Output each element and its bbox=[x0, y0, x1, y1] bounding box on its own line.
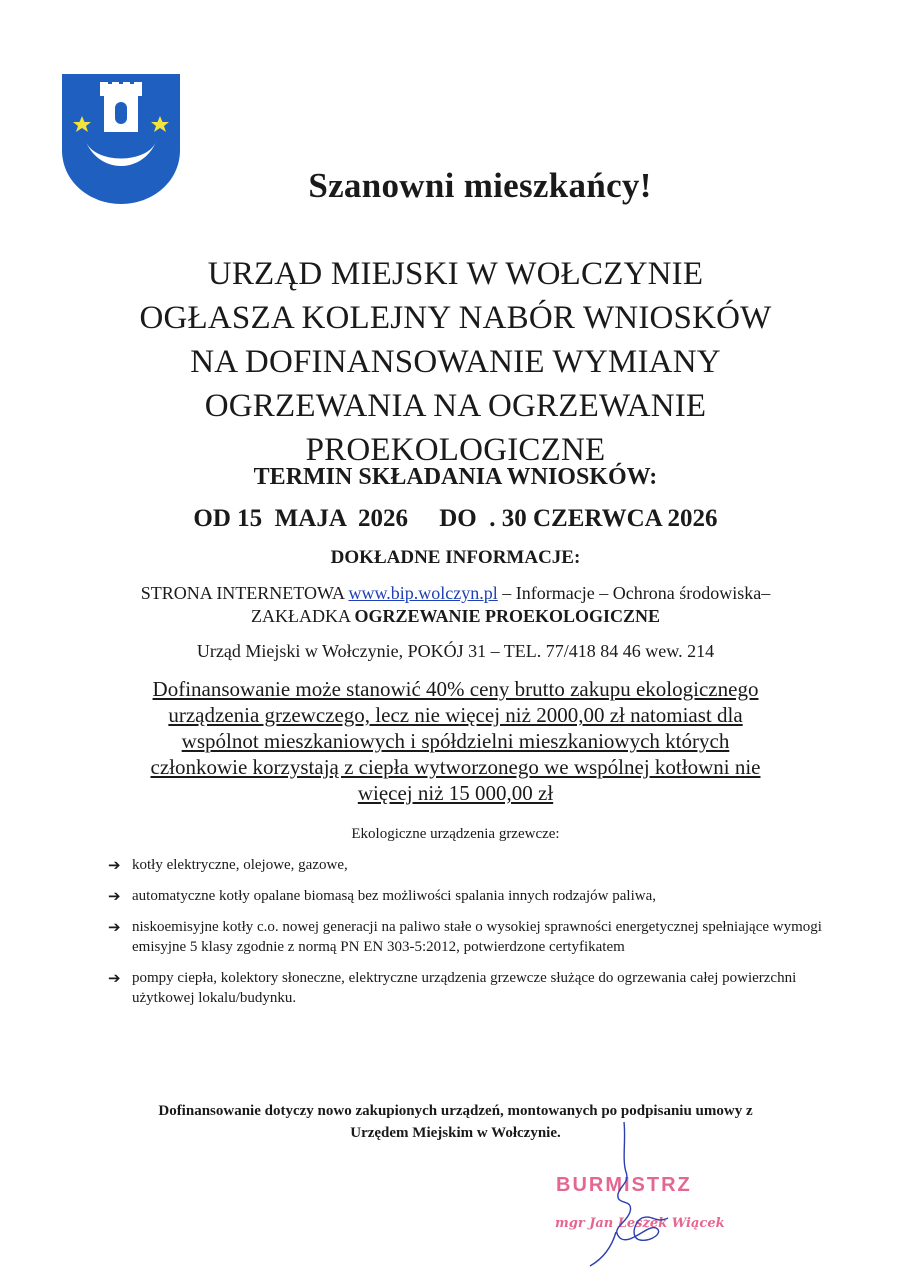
application-dates: OD 15 MAJA 2026 DO . 30 CZERWCA 2026 bbox=[193, 505, 718, 532]
note-line: Urzędem Miejskim w Wołczynie. bbox=[350, 1125, 561, 1141]
stamp-name: mgr Jan Leszek Wiącek bbox=[555, 1216, 725, 1231]
list-item bbox=[108, 968, 828, 1008]
funding-note bbox=[60, 1100, 851, 1144]
announcement-headline bbox=[60, 252, 851, 472]
headline-line: PROEKOLOGICZNE bbox=[305, 432, 606, 468]
funding-line: członkowie korzystają z ciepła wytworzonego we wspólnej kotłowni nie bbox=[150, 755, 761, 779]
arrow-right-icon: ➔ bbox=[108, 969, 121, 987]
list-item bbox=[108, 917, 828, 957]
funding-line: wspólnot mieszkaniowych i spółdzielni mieszkaniowych których bbox=[181, 729, 730, 753]
list-item-text: automatyczne kotły opalane biomasą bez możliwości spalania innych rodzajów paliwa, bbox=[132, 888, 656, 904]
arrow-right-icon: ➔ bbox=[108, 856, 121, 874]
devices-label: Ekologiczne urządzenia grzewcze: bbox=[351, 826, 560, 842]
tab-prefix: ZAKŁADKA bbox=[250, 606, 355, 626]
website-link[interactable]: www.bip.wolczyn.pl bbox=[348, 583, 498, 603]
note-line: Dofinansowanie dotyczy nowo zakupionych urządzeń, montowanych po podpisaniu umowy z bbox=[158, 1103, 753, 1119]
tab-name: OGRZEWANIE PROEKOLOGICZNE bbox=[354, 606, 661, 626]
list-item-text: niskoemisyjne kotły c.o. nowej generacji na paliwo stałe o wysokiej sprawności energetycznej spełniające wymogi emisyjne 5 klasy zgodnie z normą PN EN 303-5:2012, potwierdzone certyfikatem bbox=[132, 919, 822, 955]
list-item-text: kotły elektryczne, olejowe, gazowe, bbox=[132, 857, 348, 873]
funding-line: więcej niż 15 000,00 zł bbox=[357, 781, 554, 805]
stamp-title: BURMISTRZ bbox=[556, 1174, 692, 1196]
list-item-text: pompy ciepła, kolektory słoneczne, elektryczne urządzenia grzewcze służące do ogrzewania całej powierzchni użytkowej lokalu/budynku. bbox=[132, 970, 797, 1006]
arrow-right-icon: ➔ bbox=[108, 918, 121, 936]
info-label: DOKŁADNE INFORMACJE: bbox=[330, 547, 581, 568]
deadline-label: TERMIN SKŁADANIA WNIOSKÓW: bbox=[253, 464, 658, 490]
headline-line: URZĄD MIEJSKI W WOŁCZYNIE bbox=[207, 256, 704, 292]
list-item bbox=[108, 855, 828, 875]
signature-scribble bbox=[560, 1120, 710, 1270]
funding-info bbox=[60, 676, 851, 806]
headline-line: OGRZEWANIA NA OGRZEWANIE bbox=[204, 388, 707, 424]
website-suffix: – Informacje – Ochrona środowiska– bbox=[497, 583, 771, 603]
list-item bbox=[108, 886, 828, 906]
greeting-heading: Szanowni mieszkańcy! bbox=[308, 166, 652, 205]
arrow-right-icon: ➔ bbox=[108, 887, 121, 905]
devices-list bbox=[108, 855, 828, 1018]
office-contact: Urząd Miejski w Wołczynie, POKÓJ 31 – TEL. 77/418 84 46 wew. 214 bbox=[196, 641, 715, 661]
website-prefix: STRONA INTERNETOWA bbox=[140, 583, 349, 603]
coat-of-arms-icon bbox=[60, 72, 182, 206]
headline-line: OGŁASZA KOLEJNY NABÓR WNIOSKÓW bbox=[139, 300, 772, 336]
website-info bbox=[40, 582, 871, 628]
funding-line: urządzenia grzewczego, lecz nie więcej niż 2000,00 zł natomiast dla bbox=[168, 703, 743, 727]
headline-line: NA DOFINANSOWANIE WYMIANY bbox=[190, 344, 721, 380]
funding-line: Dofinansowanie może stanowić 40% ceny brutto zakupu ekologicznego bbox=[152, 677, 759, 701]
